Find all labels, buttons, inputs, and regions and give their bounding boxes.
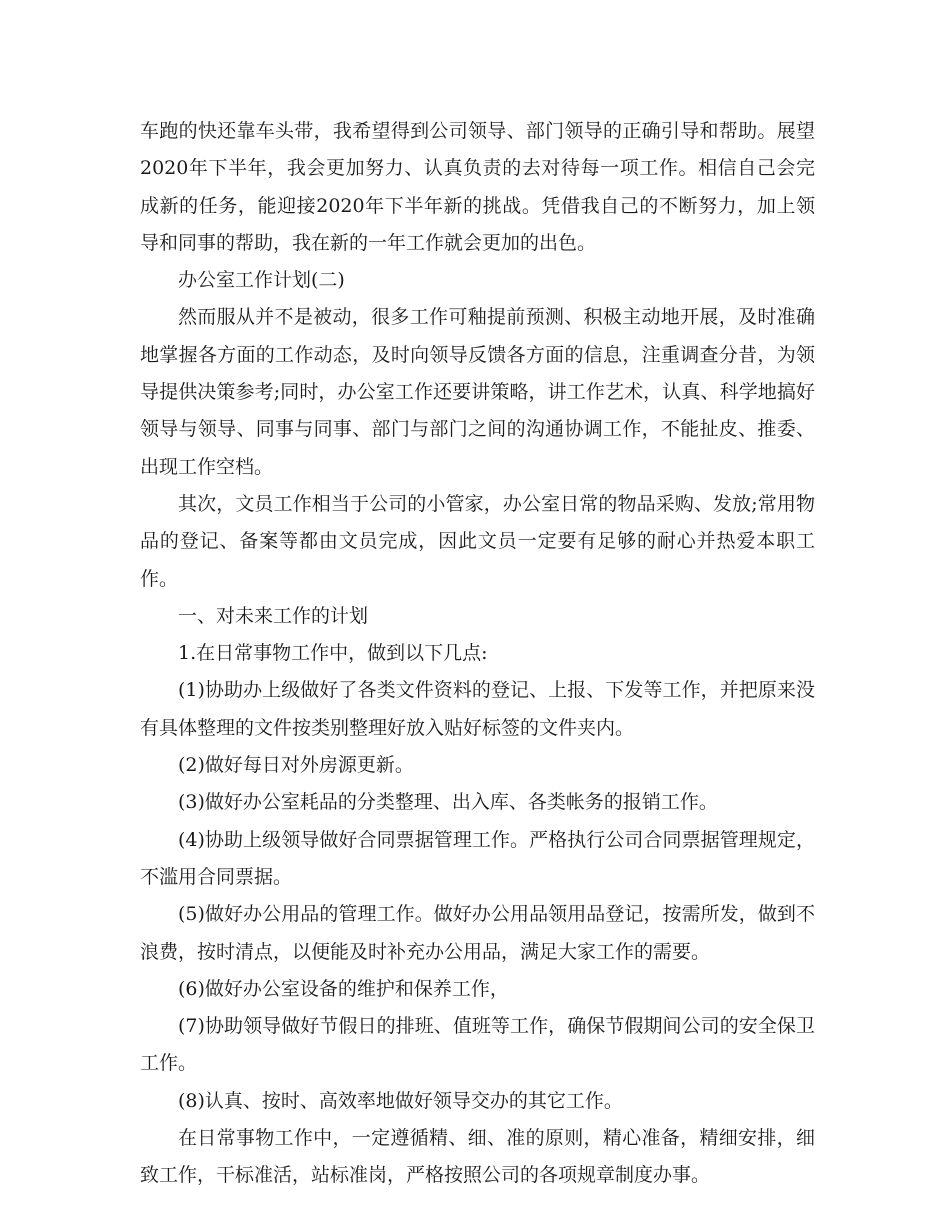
paragraph-intro-continuation: 车跑的快还靠车头带，我希望得到公司领导、部门领导的正确引导和帮助。展望2020年下半年，我会更加努力、认真负责的去对待每一项工作。相信自己会完成新的任务，能迎接2020年下半年新的挑战。凭借我自己的不断努力，加上领导和同事的帮助，我在新的一年工作就会更加的出色。 (140, 120, 815, 254)
list-item-2: (2)做好每日对外房源更新。 (178, 754, 414, 777)
list-item-8: (8)认真、按时、高效率地做好领导交办的其它工作。 (178, 1089, 623, 1112)
paragraph-obedience-not-passive: 然而服从并不是被动，很多工作可釉提前预测、积极主动地开展，及时准确地掌握各方面的工作动态，及时向领导反馈各方面的信息，注重调查分昔，为领导提供决策参考;同时，办公室工作还要讲策略，讲工作艺术，认真、科学地搞好领导与领导、同事与同事、部门与部门之间的沟通协调工作，不能扯皮、推委、出现工作空档。 (140, 306, 815, 478)
list-item-6: (6)做好办公室设备的维护和保养工作， (178, 977, 509, 1000)
list-item-7: (7)协助领导做好节假日的排班、值班等工作，确保节假期间公司的安全保卫工作。 (140, 1015, 815, 1075)
list-item-3: (3)做好办公室耗品的分类整理、出入库、各类帐务的报销工作。 (178, 791, 718, 814)
paragraph-principles: 在日常事物工作中，一定遵循精、细、准的原则，精心准备，精细安排，细致工作，干标准活，站标准岗，严格按照公司的各项规章制度办事。 (140, 1127, 815, 1187)
paragraph-clerk-role: 其次，文员工作相当于公司的小管家，办公室日常的物品采购、发放;常用物品的登记、备案等都由文员完成，因此文员一定要有足够的耐心并热爱本职工作。 (140, 492, 815, 590)
list-heading-daily-tasks: 1.在日常事物工作中，做到以下几点: (178, 642, 488, 665)
section-heading-future-plan: 一、对未来工作的计划 (178, 604, 369, 627)
list-item-1: (1)协助办上级做好了各类文件资料的登记、上报、下发等工作，并把原来没有具体整理的文件按类别整理好放入贴好标签的文件夹内。 (140, 679, 815, 739)
list-item-5: (5)做好办公用品的管理工作。做好办公用品领用品登记，按需所发，做到不浪费，按时清点，以便能及时补充办公用品，满足大家工作的需要。 (140, 903, 815, 963)
document-body (140, 113, 815, 1195)
list-item-4: (4)协助上级领导做好合同票据管理工作。严格执行公司合同票据管理规定，不滥用合同票据。 (140, 828, 815, 888)
section-heading-office-plan-2: 办公室工作计划(二) (178, 269, 345, 292)
